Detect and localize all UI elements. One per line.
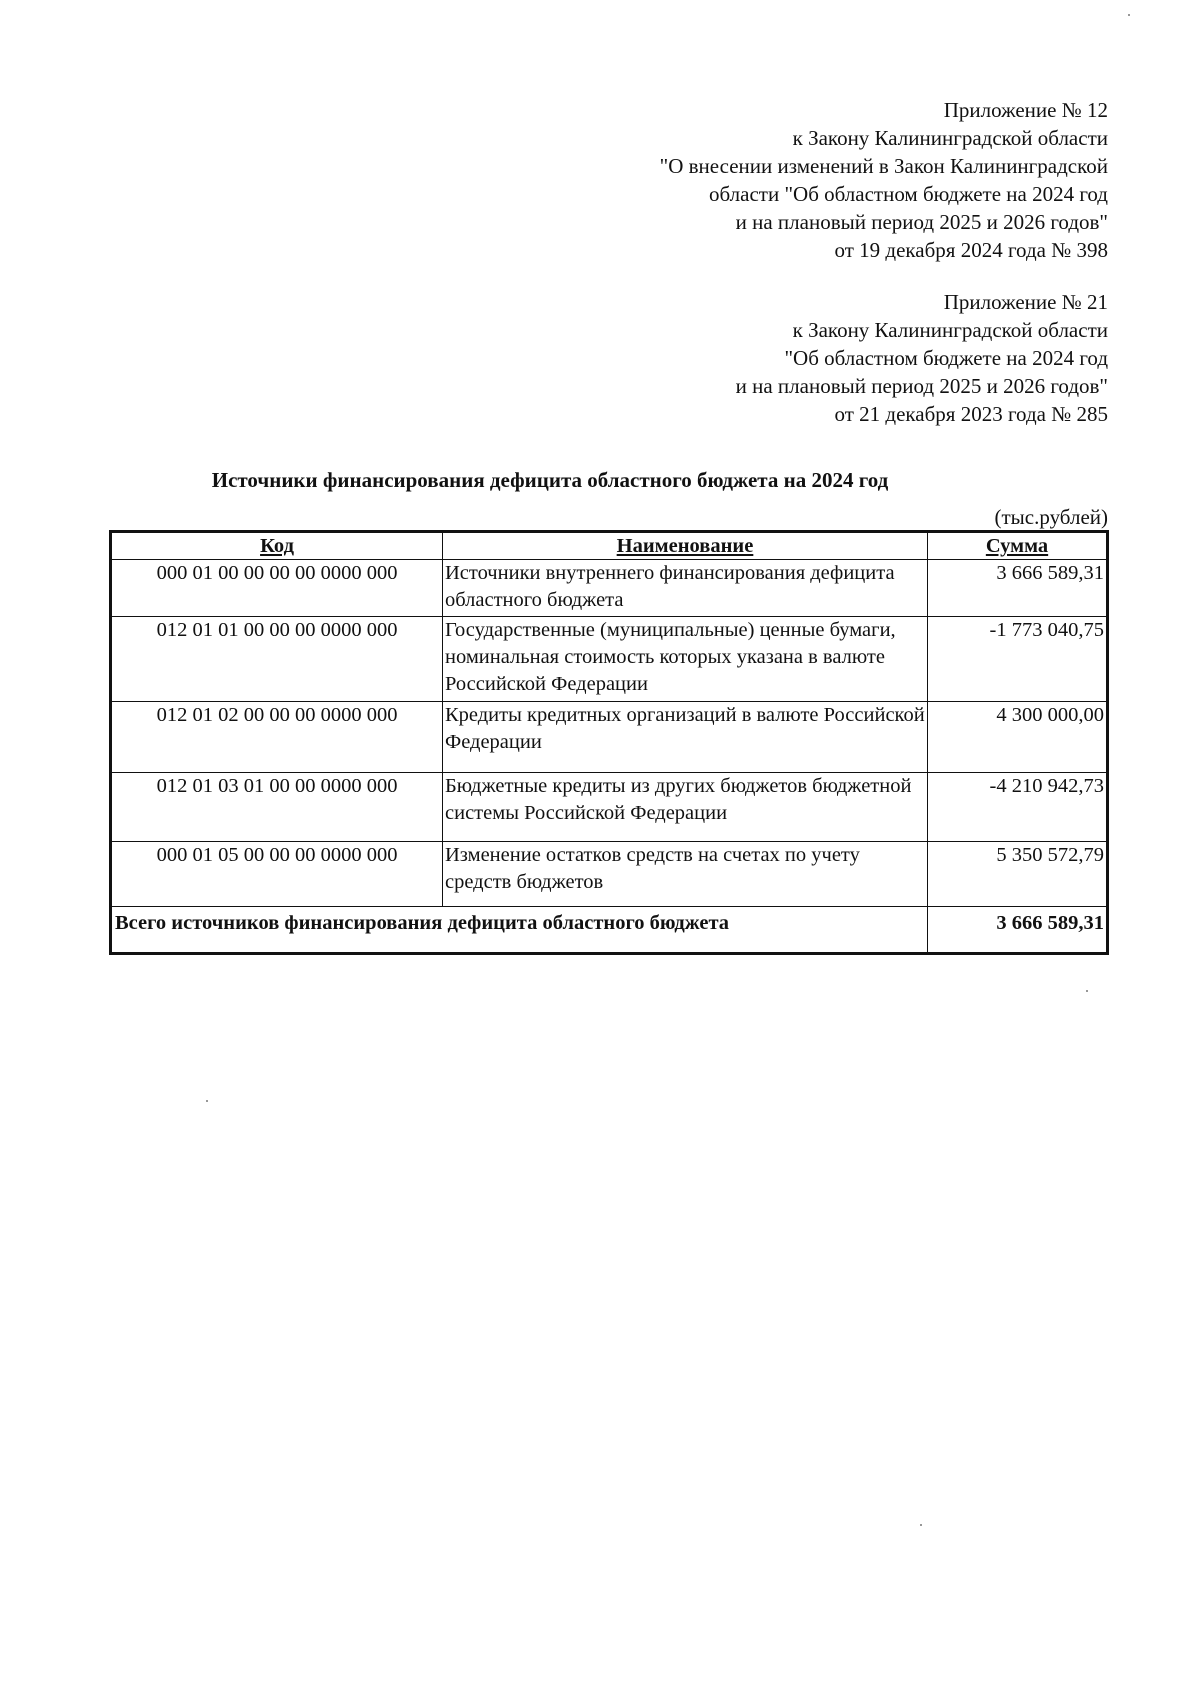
document-title-container [110, 466, 1110, 494]
annex-current-header [488, 96, 1108, 264]
annex-original-line: Приложение № 21 [943, 290, 1108, 314]
row-code: 012 01 02 00 00 00 0000 000 [111, 702, 443, 773]
row-code: 000 01 00 00 00 00 0000 000 [111, 560, 443, 617]
annex-current-line: области "Об областном бюджете на 2024 год [709, 182, 1108, 206]
row-name: Государственные (муниципальные) ценные бумаги, номинальная стоимость которых указана в валюте Российской Федерации [443, 617, 928, 702]
annex-current-line: Приложение № 12 [943, 98, 1108, 122]
row-code: 012 01 01 00 00 00 0000 000 [111, 617, 443, 702]
table-row [111, 560, 1108, 617]
row-name: Изменение остатков средств на счетах по учету средств бюджетов [443, 842, 928, 907]
total-sum: 3 666 589,31 [928, 907, 1108, 954]
row-sum: 3 666 589,31 [928, 560, 1108, 617]
scan-speck [1128, 14, 1130, 16]
header-name: Наименование [443, 532, 928, 560]
row-sum: 4 300 000,00 [928, 702, 1108, 773]
table-header-row [111, 532, 1108, 560]
total-row [111, 907, 1108, 954]
annex-current-line: "О внесении изменений в Закон Калининградской [659, 154, 1108, 178]
annex-current-line: и на плановый период 2025 и 2026 годов" [735, 210, 1108, 234]
annex-original-header [488, 288, 1108, 428]
row-sum: -4 210 942,73 [928, 773, 1108, 842]
financing-sources-table [109, 530, 1109, 955]
row-code: 012 01 03 01 00 00 0000 000 [111, 773, 443, 842]
row-sum: 5 350 572,79 [928, 842, 1108, 907]
row-sum: -1 773 040,75 [928, 617, 1108, 702]
table-row [111, 702, 1108, 773]
document-title: Источники финансирования дефицита областного бюджета на 2024 год [211, 468, 889, 492]
row-name: Источники внутреннего финансирования дефицита областного бюджета [443, 560, 928, 617]
scan-speck [206, 1100, 208, 1102]
annex-original-line: к Закону Калининградской области [792, 318, 1108, 342]
annex-original-line: и на плановый период 2025 и 2026 годов" [735, 374, 1108, 398]
table-row [111, 617, 1108, 702]
row-code: 000 01 05 00 00 00 0000 000 [111, 842, 443, 907]
header-sum: Сумма [928, 532, 1108, 560]
annex-current-line: от 19 декабря 2024 года № 398 [834, 238, 1108, 262]
annex-original-line: "Об областном бюджете на 2024 год [784, 346, 1108, 370]
scan-speck [920, 1524, 922, 1526]
annex-original-line: от 21 декабря 2023 года № 285 [834, 402, 1108, 426]
table-row [111, 842, 1108, 907]
table-row [111, 773, 1108, 842]
units-label: (тыс.рублей) [994, 505, 1108, 529]
scan-speck [1086, 990, 1088, 992]
row-name: Бюджетные кредиты из других бюджетов бюджетной системы Российской Федерации [443, 773, 928, 842]
header-code: Код [111, 532, 443, 560]
annex-current-line: к Закону Калининградской области [792, 126, 1108, 150]
row-name: Кредиты кредитных организаций в валюте Российской Федерации [443, 702, 928, 773]
total-label: Всего источников финансирования дефицита областного бюджета [111, 907, 928, 954]
